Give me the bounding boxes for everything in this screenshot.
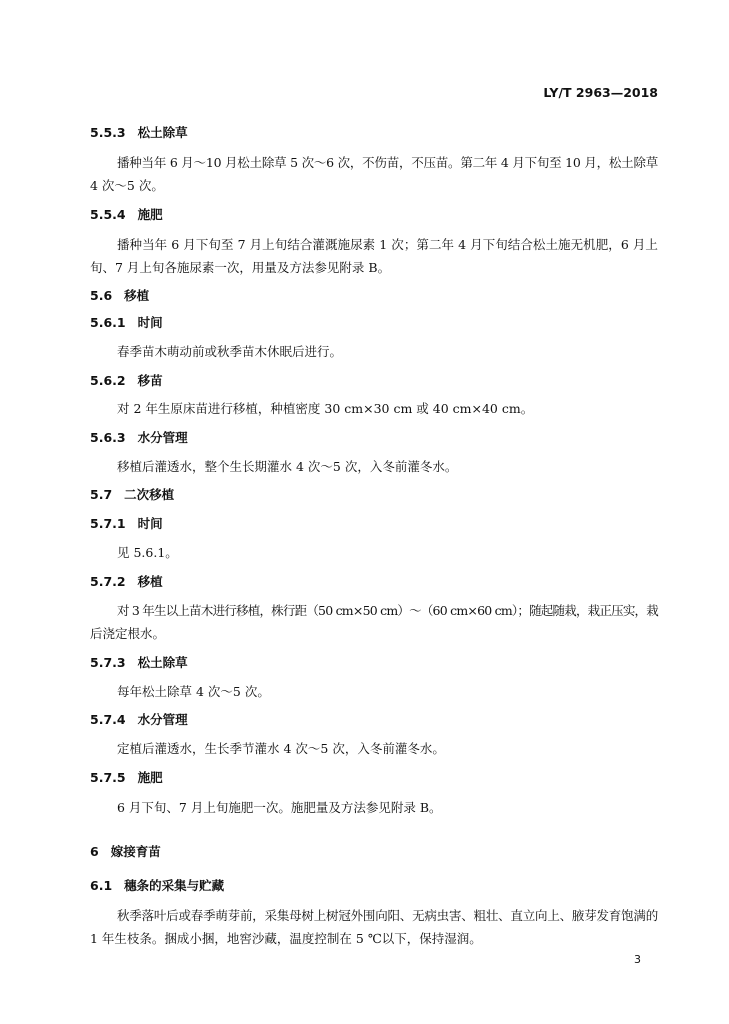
section-heading-5-6-1 <box>90 315 163 331</box>
section-title: 移苗 <box>137 373 163 388</box>
section-number: 6.1 <box>90 878 113 893</box>
section-heading-5-7-2 <box>90 574 163 590</box>
paragraph-line: 对 2 年生原床苗进行移植，种植密度 30 cm×30 cm 或 40 cm×40 cm。 <box>117 401 534 416</box>
paragraph-line <box>117 155 658 171</box>
paragraph-line: 1 年生枝条。捆成小捆，地窖沙藏，温度控制在 5 ℃以下，保持湿润。 <box>90 931 482 946</box>
line-text: 秋季落叶后或春季萌芽前，采集母树上树冠外围向阳、无病虫害、粗壮、直立向上、腋芽发育饱满的 <box>117 908 658 923</box>
paragraph-line: 见 5.6.1。 <box>117 545 178 560</box>
line-text: 播种当年 6 月～10 月松土除草 5 次～6 次，不伤苗，不压苗。第二年 4 月下旬至 10 月，松土除草 <box>117 155 658 170</box>
section-heading-5-7-5 <box>90 770 163 786</box>
line-text: 对 3 年生以上苗木进行移植，株行距（50 cm×50 cm）～（60 cm×60 cm）；随起随栽，栽正压实，栽 <box>117 603 658 618</box>
paragraph-line <box>117 908 658 924</box>
section-title: 松土除草 <box>137 655 188 670</box>
section-heading-5-6 <box>90 288 149 304</box>
page-number: 3 <box>634 953 641 966</box>
paragraph-line: 后浇定根水。 <box>90 626 166 641</box>
section-heading-6-1 <box>90 878 224 894</box>
paragraph-line: 6 月下旬、7 月上旬施肥一次。施肥量及方法参见附录 B。 <box>117 800 442 815</box>
section-number: 5.7.1 <box>90 516 126 531</box>
section-heading-5-5-4 <box>90 207 163 223</box>
standard-code-header: LY/T 2963—2018 <box>543 85 658 100</box>
line-text: 播种当年 6 月下旬至 7 月上旬结合灌溉施尿素 1 次；第二年 4 月下旬结合松土施无机肥，6 月上 <box>117 237 658 252</box>
section-number: 5.6.2 <box>90 373 126 388</box>
section-heading-5-7-3 <box>90 655 188 671</box>
section-number: 5.5.4 <box>90 207 126 222</box>
section-heading-5-7-4 <box>90 712 188 728</box>
section-number: 5.7 <box>90 487 113 502</box>
section-number: 5.7.2 <box>90 574 126 589</box>
section-title: 嫁接育苗 <box>110 844 161 859</box>
section-title: 移植 <box>124 288 150 303</box>
section-number: 5.6.1 <box>90 315 126 330</box>
section-title: 松土除草 <box>137 125 188 140</box>
section-heading-5-7-1 <box>90 516 163 532</box>
paragraph-line: 4 次～5 次。 <box>90 178 164 193</box>
paragraph-line: 旬、7 月上旬各施尿素一次，用量及方法参见附录 B。 <box>90 260 391 275</box>
section-title: 施肥 <box>137 207 163 222</box>
section-number: 5.7.4 <box>90 712 126 727</box>
section-title: 时间 <box>137 516 163 531</box>
chapter-heading-6 <box>90 844 161 860</box>
section-number: 5.6.3 <box>90 430 126 445</box>
section-number: 5.5.3 <box>90 125 126 140</box>
section-number: 5.7.3 <box>90 655 126 670</box>
section-heading-5-5-3 <box>90 125 188 141</box>
section-number: 6 <box>90 844 99 859</box>
section-heading-5-7 <box>90 487 174 503</box>
section-title: 水分管理 <box>137 712 188 727</box>
section-title: 施肥 <box>137 770 163 785</box>
section-title: 穗条的采集与贮藏 <box>124 878 225 893</box>
section-title: 移植 <box>137 574 163 589</box>
section-heading-5-6-2 <box>90 373 163 389</box>
paragraph-line: 定植后灌透水，生长季节灌水 4 次～5 次，入冬前灌冬水。 <box>117 741 445 756</box>
paragraph-line: 每年松土除草 4 次～5 次。 <box>117 684 270 699</box>
section-title: 时间 <box>137 315 163 330</box>
paragraph-line: 春季苗木萌动前或秋季苗木休眠后进行。 <box>117 344 343 359</box>
paragraph-line <box>117 603 658 619</box>
paragraph-line: 移植后灌透水，整个生长期灌水 4 次～5 次，入冬前灌冬水。 <box>117 459 458 474</box>
section-number: 5.7.5 <box>90 770 126 785</box>
section-title: 水分管理 <box>137 430 188 445</box>
paragraph-line <box>117 237 658 253</box>
section-title: 二次移植 <box>124 487 175 502</box>
section-heading-5-6-3 <box>90 430 188 446</box>
section-number: 5.6 <box>90 288 113 303</box>
